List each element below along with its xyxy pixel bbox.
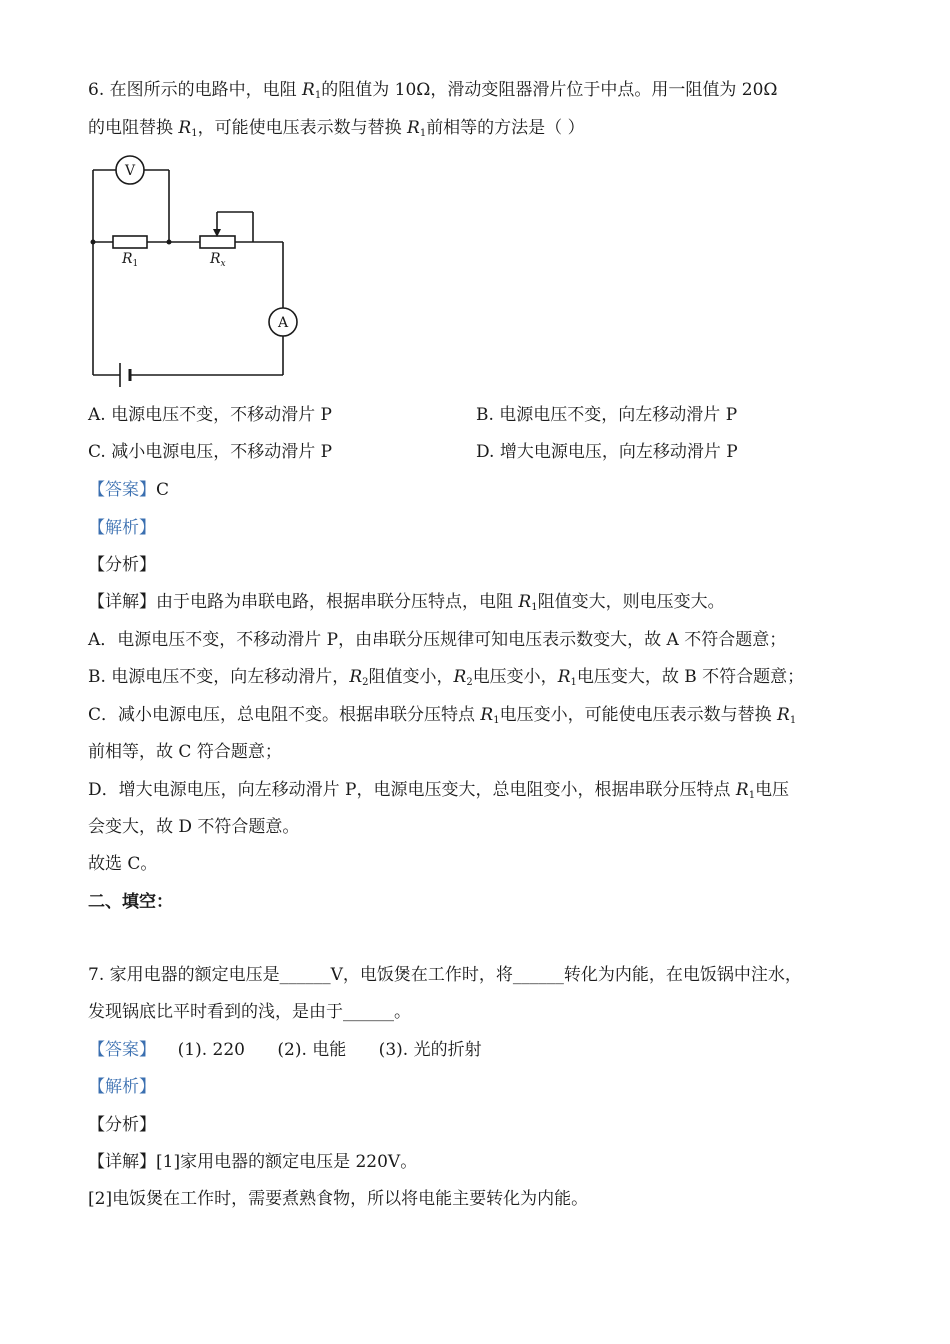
q6-stem-line1: 6. 在图所示的电路中，电阻 $R_1$的阻值为 10Ω，滑动变阻器滑片位于中点。用一阻值为 20Ω [88,80,778,101]
rx-label: $R_x$ [210,251,226,269]
q6-analysis-tag: 【解析】 [88,518,156,538]
option-b: B. 电源电压不变，向左移动滑片 P [476,405,738,425]
option-a: A. 电源电压不变，不移动滑片 P [88,405,332,425]
q6-explain-c-line2: 前相等，故 C 符合题意； [88,742,282,762]
q7-analysis-tag: 【解析】 [88,1077,156,1097]
circuit-diagram [80,150,310,390]
resistor-r1 [113,236,147,248]
q6-stem-line2: 的电阻替换 $R_1$，可能使电压表示数与替换 $R_1$前相等的方法是（ ） [88,118,585,139]
ammeter-label: A [277,315,289,331]
q7-answer: 【答案】 (1). 220 (2). 电能 (3). 光的折射 [88,1040,482,1060]
option-d: D. 增大电源电压，向左移动滑片 P [476,442,738,462]
q7-fenxi-tag: 【分析】 [88,1115,156,1135]
q7-stem-line2: 发现锅底比平时看到的浅，是由于______。 [88,1002,411,1022]
q6-explain-d-line2: 会变大，故 D 不符合题意。 [88,817,300,837]
rheostat-rx [200,236,235,248]
q6-fenxi-tag: 【分析】 [88,555,156,575]
q7-detail-2: [2]电饭煲在工作时，需要煮熟食物，所以将电能主要转化为内能。 [88,1189,589,1209]
section-2-title: 二、填空： [88,892,173,912]
q6-explain-c-line1: C．减小电源电压，总电阻不变。根据串联分压特点 $R_1$电压变小，可能使电压表示数与替换 $R_1$ [88,705,797,726]
r1-label: $R_1$ [122,251,139,269]
q6-explain-d-line1: D．增大电源电压，向左移动滑片 P，电源电压变大，总电阻变小，根据串联分压特点 $R_1$电压 [88,780,790,801]
q6-detail: 【详解】由于电路为串联电路，根据串联分压特点，电阻 $R_1$阻值变大，则电压变大。 [88,592,725,613]
q6-explain-b: B. 电源电压不变，向左移动滑片，$R_2$阻值变小，$R_2$电压变小，$R_1$电压变大，故 B 不符合题意； [88,667,805,688]
option-c: C. 减小电源电压，不移动滑片 P [88,442,333,462]
junction-dot-left [91,240,96,245]
q7-detail-1: 【详解】[1]家用电器的额定电压是 220V。 [88,1152,418,1172]
junction-dot-mid [167,240,172,245]
q6-answer: 【答案】C [88,480,170,500]
voltmeter-label: V [124,163,136,179]
q6-conclusion: 故选 C。 [88,854,158,874]
q7-stem-line1: 7. 家用电器的额定电压是______V，电饭煲在工作时，将______转化为内能，在电饭锅中注水， [88,965,802,985]
q6-explain-a: A．电源电压不变，不移动滑片 P，由串联分压规律可知电压表示数变大，故 A 不符合题意； [88,630,787,650]
